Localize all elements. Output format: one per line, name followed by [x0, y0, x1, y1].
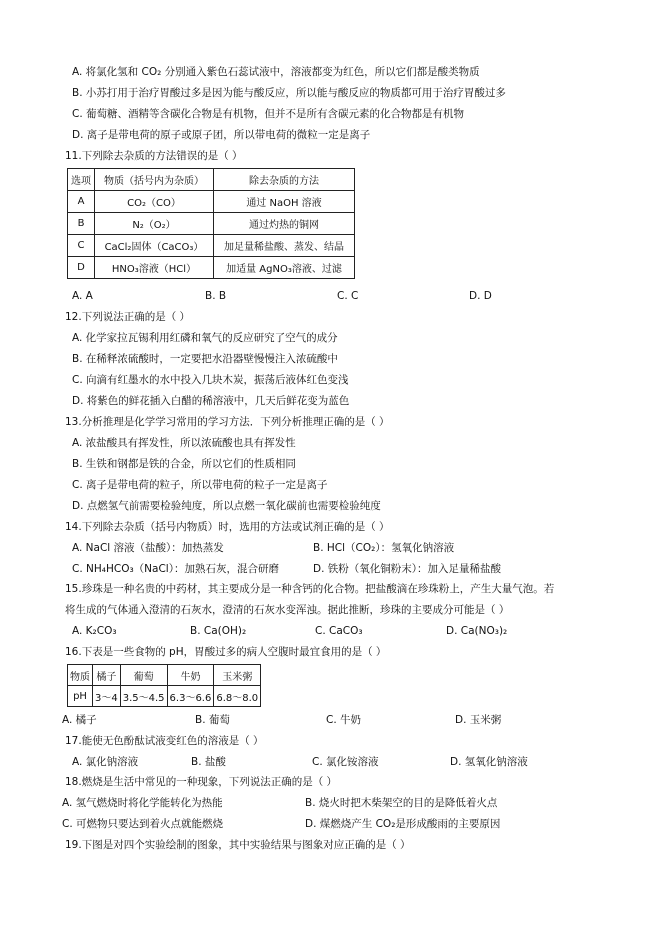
q17-option-b: B. 盐酸 — [191, 756, 226, 768]
q16-header-orange: 橘子 — [93, 665, 121, 686]
q11-row-d-substance: HNO₃溶液（HCl） — [95, 257, 214, 279]
q11-row-c-label: C — [68, 235, 95, 257]
q17-option-a: A. 氯化钠溶液 — [72, 756, 139, 768]
q14-stem: 14.下列除去杂质（括号内物质）时，选用的方法或试剂正确的是（ ） — [65, 521, 390, 533]
q16-ph-milk: 6.3～6.6 — [167, 686, 214, 707]
q12-option-b: B. 在稀释浓硫酸时，一定要把水沿器壁慢慢注入浓硫酸中 — [72, 353, 338, 365]
q11-option-b: B. B — [205, 290, 227, 302]
q11-row-a-method: 通过 NaOH 溶液 — [214, 191, 355, 213]
q16-stem: 16.下表是一些食物的 pH，胃酸过多的病人空腹时最宜食用的是（ ） — [65, 646, 387, 658]
q16-ph-label: pH — [68, 686, 93, 707]
q16-header-corn-porridge: 玉米粥 — [214, 665, 261, 686]
q10-option-a: A. 将氯化氢和 CO₂ 分别通入紫色石蕊试液中，溶液都变为红色，所以它们都是酸类物质 — [72, 66, 480, 78]
q15-option-d: D. Ca(NO₃)₂ — [446, 625, 508, 637]
q17-option-d: D. 氢氧化钠溶液 — [450, 756, 528, 768]
q11-row-c-method: 加足量稀盐酸、蒸发、结晶 — [214, 235, 355, 257]
q12-option-a: A. 化学家拉瓦锡利用红磷和氧气的反应研究了空气的成分 — [72, 332, 338, 344]
q11-header-method: 除去杂质的方法 — [214, 169, 355, 191]
q15-option-a: A. K₂CO₃ — [72, 625, 117, 637]
q18-option-b: B. 烧火时把木柴架空的目的是降低着火点 — [305, 797, 498, 809]
q11-option-d: D. D — [469, 290, 492, 302]
q10-option-d: D. 离子是带电荷的原子或原子团，所以带电荷的微粒一定是离子 — [72, 129, 371, 141]
q11-row-a-substance: CO₂（CO） — [95, 191, 214, 213]
q11-header-substance: 物质（括号内为杂质） — [95, 169, 214, 191]
q13-stem: 13.分析推理是化学学习常用的学习方法．下列分析推理正确的是（ ） — [65, 416, 390, 428]
q12-option-c: C. 向滴有红墨水的水中投入几块木炭，振荡后液体红色变浅 — [72, 374, 349, 386]
q18-stem: 18.燃烧是生活中常见的一种现象，下列说法正确的是（ ） — [65, 776, 338, 788]
q10-option-c: C. 葡萄糖、酒精等含碳化合物是有机物，但并不是所有含碳元素的化合物都是有机物 — [72, 108, 465, 120]
q11-header-option: 选项 — [68, 169, 95, 191]
q16-header-milk: 牛奶 — [167, 665, 214, 686]
q17-option-c: C. 氯化铵溶液 — [312, 756, 379, 768]
q11-table — [67, 168, 355, 279]
q15-stem-line2: 将生成的气体通入澄清的石灰水，澄清的石灰水变浑浊。据此推断，珍珠的主要成分可能是（ ） — [65, 604, 510, 616]
q18-option-d: D. 煤燃烧产生 CO₂是形成酸雨的主要原因 — [305, 818, 501, 830]
q13-option-a: A. 浓盐酸具有挥发性，所以浓硫酸也具有挥发性 — [72, 437, 296, 449]
q19-stem: 19.下图是对四个实验绘制的图象，其中实验结果与图象对应正确的是（ ） — [65, 839, 411, 851]
q15-option-b: B. Ca(OH)₂ — [190, 625, 247, 637]
q16-option-b: B. 葡萄 — [195, 714, 230, 726]
q18-option-c: C. 可燃物只要达到着火点就能燃烧 — [62, 818, 224, 830]
q10-option-b: B. 小苏打用于治疗胃酸过多是因为能与酸反应，所以能与酸反应的物质都可用于治疗胃酸过多 — [72, 87, 506, 99]
q16-ph-grape: 3.5～4.5 — [120, 686, 167, 707]
q14-option-a: A. NaCl 溶液（盐酸）：加热蒸发 — [72, 542, 224, 554]
q16-header-substance: 物质 — [68, 665, 93, 686]
q11-row-b-method: 通过灼热的铜网 — [214, 213, 355, 235]
q16-ph-table — [67, 664, 261, 707]
q11-row-d-label: D — [68, 257, 95, 279]
q12-stem: 12.下列说法正确的是（ ） — [65, 311, 191, 323]
q16-option-a: A. 橘子 — [62, 714, 97, 726]
q12-option-d: D. 将紫色的鲜花插入白醋的稀溶液中，几天后鲜花变为蓝色 — [72, 395, 350, 407]
q16-option-d: D. 玉米粥 — [455, 714, 502, 726]
q11-row-b-substance: N₂（O₂） — [95, 213, 214, 235]
q16-option-c: C. 牛奶 — [326, 714, 362, 726]
q11-stem: 11.下列除去杂质的方法错误的是（ ） — [65, 150, 243, 162]
q11-row-c-substance: CaCl₂固体（CaCO₃） — [95, 235, 214, 257]
q11-option-c: C. C — [337, 290, 359, 302]
q13-option-c: C. 离子是带电荷的粒子，所以带电荷的粒子一定是离子 — [72, 479, 328, 491]
q18-option-a: A. 氢气燃烧时将化学能转化为热能 — [62, 797, 223, 809]
q15-stem-line1: 15.珍珠是一种名贵的中药材，其主要成分是一种含钙的化合物。把盐酸滴在珍珠粉上，产生大量气泡。若 — [65, 583, 555, 595]
q17-stem: 17.能使无色酚酞试液变红色的溶液是（ ） — [65, 735, 264, 747]
q14-option-b: B. HCl（CO₂）：氢氧化钠溶液 — [313, 542, 455, 554]
q11-row-b-label: B — [68, 213, 95, 235]
q13-option-d: D. 点燃氢气前需要检验纯度，所以点燃一氧化碳前也需要检验纯度 — [72, 500, 381, 512]
q11-option-a: A. A — [72, 290, 93, 302]
q13-option-b: B. 生铁和钢都是铁的合金，所以它们的性质相同 — [72, 458, 296, 470]
q15-option-c: C. CaCO₃ — [315, 625, 363, 637]
q11-row-a-label: A — [68, 191, 95, 213]
q14-option-d: D. 铁粉（氧化铜粉末）：加入足量稀盐酸 — [313, 563, 502, 575]
q16-ph-corn-porridge: 6.8～8.0 — [214, 686, 261, 707]
q16-ph-orange: 3～4 — [93, 686, 121, 707]
q11-row-d-method: 加适量 AgNO₃溶液、过滤 — [214, 257, 355, 279]
q16-header-grape: 葡萄 — [120, 665, 167, 686]
q14-option-c: C. NH₄HCO₃（NaCl）：加熟石灰，混合研磨 — [72, 563, 279, 575]
